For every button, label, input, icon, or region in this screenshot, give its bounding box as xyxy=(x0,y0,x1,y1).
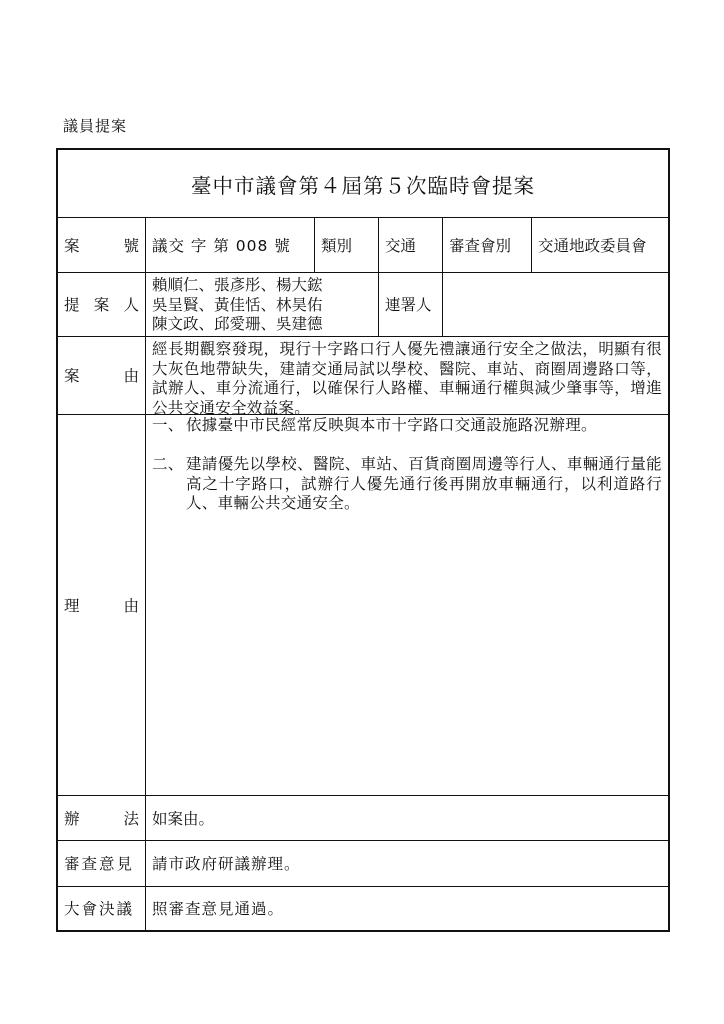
case-no-label-char-2: 號 xyxy=(123,236,139,255)
review-value: 請市政府研議辦理。 xyxy=(152,855,301,873)
form-title: 臺中市議會第４屆第５次臨時會提案 xyxy=(191,173,535,198)
cause-label xyxy=(58,336,145,414)
cause-text: 經長期觀察發現，現行十字路口行人優先禮讓通行安全之做法，明顯有很大灰色地帶缺失，建請交通局試以學校、醫院、車站、商圈周邊路口等，試辦人、車分流通行，以確保行人路權、車輛通行權與減少肇事等，增進公共交通安全效益案。 xyxy=(152,340,662,417)
reason-list xyxy=(146,414,668,795)
cause-label-char-2: 由 xyxy=(123,367,139,385)
method-label xyxy=(58,795,145,840)
proposer-names-line: 陳文政、邱愛珊、吳建德 xyxy=(152,315,323,333)
proposer-names-line: 吳呈賢、黃佳恬、林昊佑 xyxy=(152,295,323,314)
proposer-label xyxy=(58,272,145,336)
committee-label: 審查會別 xyxy=(449,236,512,255)
case-no-label xyxy=(58,217,145,272)
proposer-label-char-2: 案 xyxy=(93,296,110,314)
cosigner-label: 連署人 xyxy=(385,296,432,314)
proposal-form xyxy=(56,148,670,932)
category-label: 類別 xyxy=(321,236,353,255)
cosigner-value xyxy=(443,272,668,336)
category-value: 交通 xyxy=(385,236,417,255)
reason-item-text: 建請優先以學校、醫院、車站、百貨商圈周邊等行人、車輛通行量能高之十字路口，試辦行人優先通行後再開放車輛通行，以利道路行人、車輛公共交通安全。 xyxy=(186,455,662,512)
reason-label-char-1: 理 xyxy=(64,596,80,615)
proposer-label-char-1: 提 xyxy=(64,296,80,314)
reason-label-char-2: 由 xyxy=(123,596,139,615)
reason-item-text: 依據臺中市民經常反映與本市十字路口交通設施路況辦理。 xyxy=(186,416,597,434)
reason-item xyxy=(152,455,662,514)
reason-item-number: 一、 xyxy=(152,416,184,434)
reason-item xyxy=(152,416,662,436)
resolution-value: 照審查意見通過。 xyxy=(152,900,285,918)
cause-label-char-1: 案 xyxy=(64,367,80,385)
method-value: 如案由。 xyxy=(152,809,215,828)
committee-value: 交通地政委員會 xyxy=(538,236,647,255)
reason-item-number: 二、 xyxy=(152,455,184,473)
proposer-names xyxy=(146,272,378,336)
case-no-label-char-1: 案 xyxy=(64,236,80,255)
review-label: 審查意見 xyxy=(64,855,135,873)
page-header-label: 議員提案 xyxy=(63,117,128,135)
resolution-label: 大會決議 xyxy=(64,900,135,918)
proposer-names-line: 賴順仁、張彥彤、楊大鋐 xyxy=(152,276,323,294)
method-label-char-1: 辦 xyxy=(64,809,80,828)
case-no-value: 議交 字 第 008 號 xyxy=(152,236,291,255)
reason-label xyxy=(58,414,145,795)
proposer-label-char-3: 人 xyxy=(123,296,139,314)
method-label-char-2: 法 xyxy=(123,809,139,828)
